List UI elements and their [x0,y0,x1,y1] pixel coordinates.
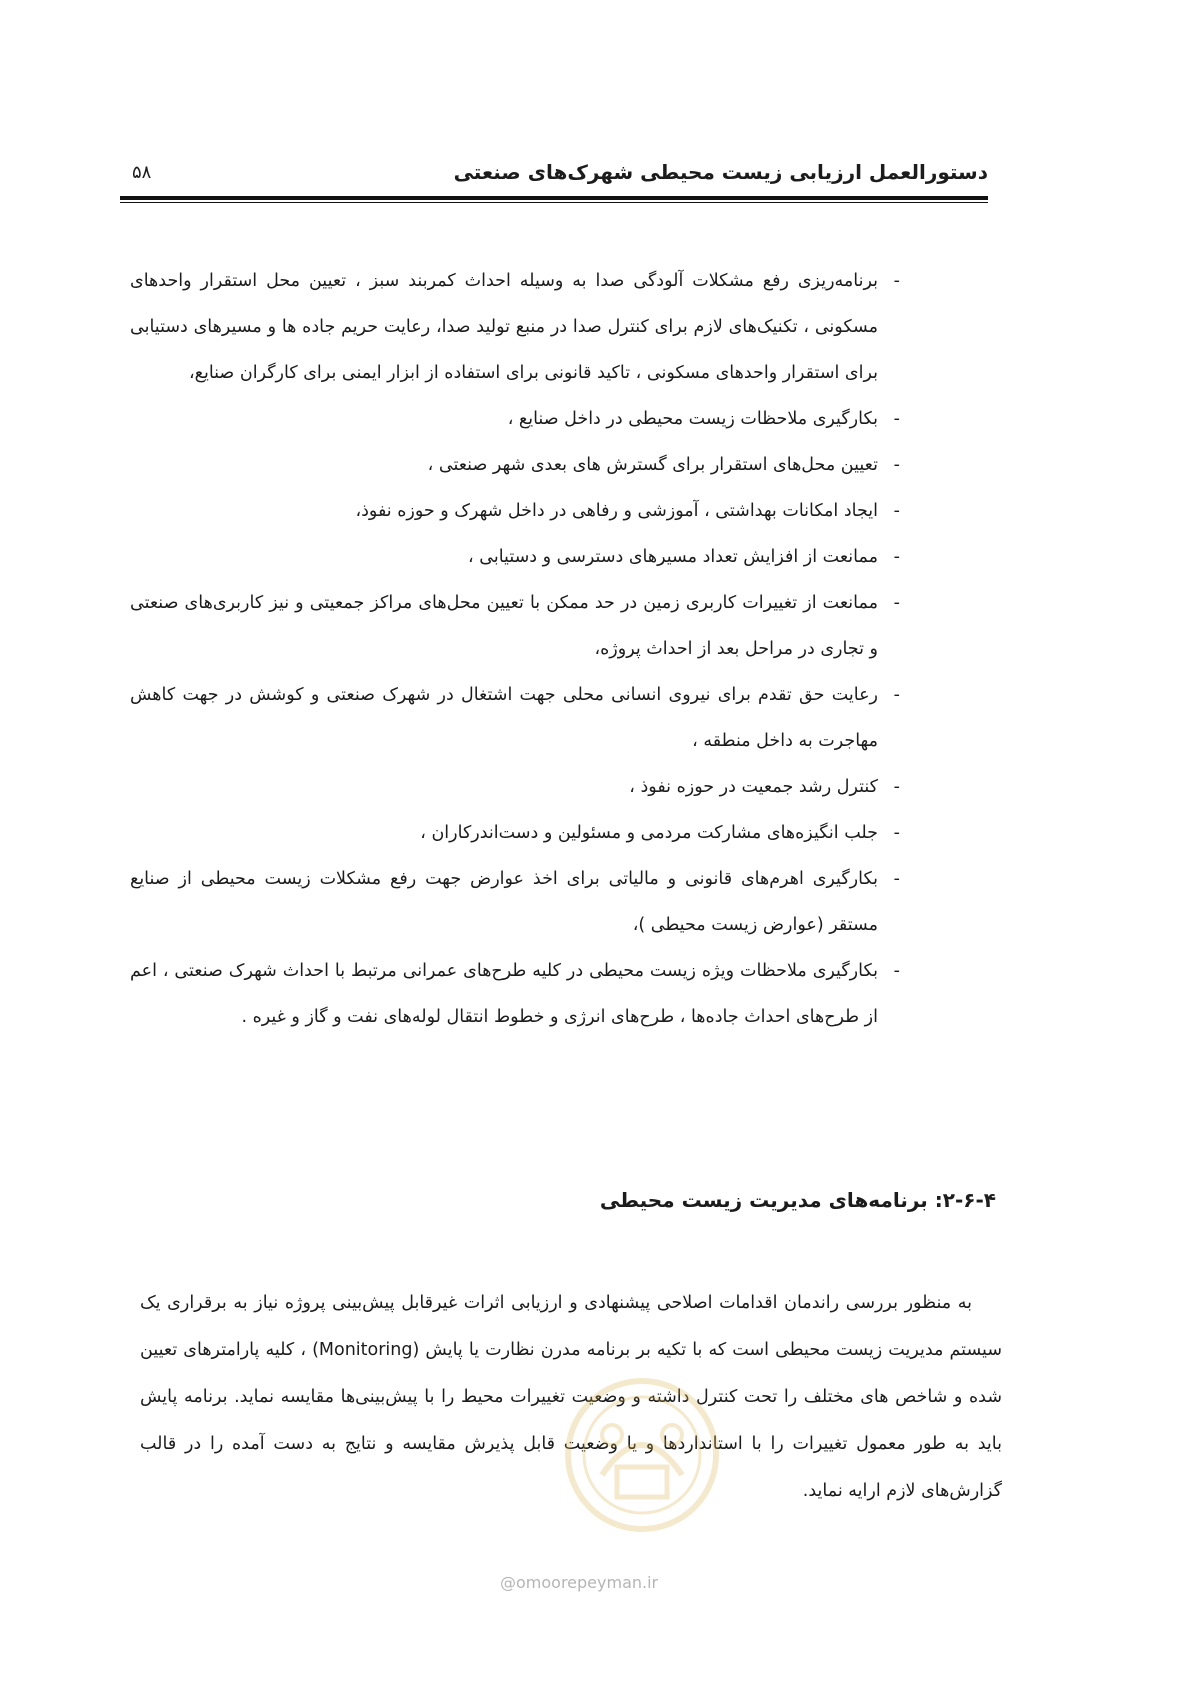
bullet-marker: - [893,547,900,567]
bullet-marker: - [893,501,900,521]
emblem-building [617,1467,667,1497]
emblem-gear-left [602,1425,622,1445]
list-item-text: بکارگیری ملاحظات ویژه زیست محیطی در کلیه طرح‌های عمرانی مرتبط با احداث شهرک صنعتی ، اعم از طرح‌های احداث جاده‌ها ، طرح‌های انرژی و خطوط انتقال لوله‌های نفت و گاز و غیره . [130,961,878,1027]
header-title: دستورالعمل ارزیابی زیست محیطی شهرک‌های صنعتی [453,160,988,184]
list-item-text: برنامه‌ریزی رفع مشکلات آلودگی صدا به وسیله احداث کمربند سبز ، تعیین محل استقرار واحدهای مسکونی ، تکنیک‌های لازم برای کنترل صدا در منبع تولید صدا، رعایت حریم جاده ها و مسیرهای دستیابی برای استقرار واحدهای مسکونی ، تاکید قانونی برای استفاده از ابزار ایمنی برای کارگران صنایع، [130,271,878,383]
list-item [130,396,900,442]
measures-list [130,258,900,1040]
section-heading: ۲-۶-۴: برنامه‌های مدیریت زیست محیطی [599,1188,996,1212]
list-item [130,948,900,1040]
page-number: ۵۸ [132,162,152,183]
list-item-text: ایجاد امکانات بهداشتی ، آموزشی و رفاهی در داخل شهرک و حوزه نفوذ، [355,501,878,521]
bullet-marker: - [893,685,900,705]
list-item [130,258,900,396]
bullet-marker: - [893,593,900,613]
bullet-marker: - [893,777,900,797]
list-item [130,488,900,534]
bullet-marker: - [893,409,900,429]
bullet-marker: - [893,271,900,291]
bullet-marker: - [893,869,900,889]
emblem-outer-ring [568,1381,716,1529]
list-item-text: رعایت حق تقدم برای نیروی انسانی محلی جهت اشتغال در شهرک صنعتی و کوشش در جهت کاهش مهاجرت به داخل منطقه ، [130,685,878,751]
list-item [130,764,900,810]
list-item [130,810,900,856]
header-rule-thin [120,202,988,203]
list-item-text: بکارگیری ملاحظات زیست محیطی در داخل صنایع ، [507,409,878,429]
running-header [120,160,988,192]
list-item [130,580,900,672]
list-item-text: ممانعت از افزایش تعداد مسیرهای دسترسی و دستیابی ، [468,547,878,567]
list-item [130,442,900,488]
header-rule [120,196,988,200]
list-item-text: جلب انگیزه‌های مشارکت مردمی و مسئولین و دست‌اندرکاران ، [420,823,878,843]
list-item [130,534,900,580]
list-item [130,856,900,948]
list-item-text: تعیین محل‌های استقرار برای گسترش های بعدی شهر صنعتی ، [427,455,878,475]
body-paragraph: به منظور بررسی راندمان اقدامات اصلاحی پیشنهادی و ارزیابی اثرات غیرقابل پیش‌بینی پروژه نیاز به برقراری یک سیستم مدیریت زیست محیطی است که با تکیه بر برنامه مدرن نظارت یا پایش (Monitoring) ، کلیه پارامترهای تعیین شده و شاخص های مختلف را تحت کنترل داشته و وضعیت تغییرات محیط را با پیش‌بینی‌ها مقایسه نماید. برنامه پایش باید به طور معمول تغییرات را با استانداردها و یا وضعیت قابل پذیرش مقایسه و نتایج به دست آمده را در قالب گزارش‌های لازم ارایه نماید. [140,1293,1002,1501]
bullet-marker: - [893,961,900,981]
emblem-arch [602,1445,682,1475]
list-item-text: کنترل رشد جمعیت در حوزه نفوذ ، [629,777,878,797]
emblem-icon [562,1375,722,1535]
list-item-text: بکارگیری اهرم‌های قانونی و مالیاتی برای اخذ عوارض جهت رفع مشکلات زیست محیطی از صنایع مستقر (عوارض زیست محیطی )، [130,869,878,935]
bullet-marker: - [893,823,900,843]
watermark-url: @omoorepeyman.ir [500,1573,659,1592]
list-item [130,672,900,764]
bullet-marker: - [893,455,900,475]
list-item-text: ممانعت از تغییرات کاربری زمین در حد ممکن با تعیین محل‌های مراکز جمعیتی و نیز کاربری‌های صنعتی و تجاری در مراحل بعد از احداث پروژه، [130,593,878,659]
emblem-gear-right [662,1425,682,1445]
